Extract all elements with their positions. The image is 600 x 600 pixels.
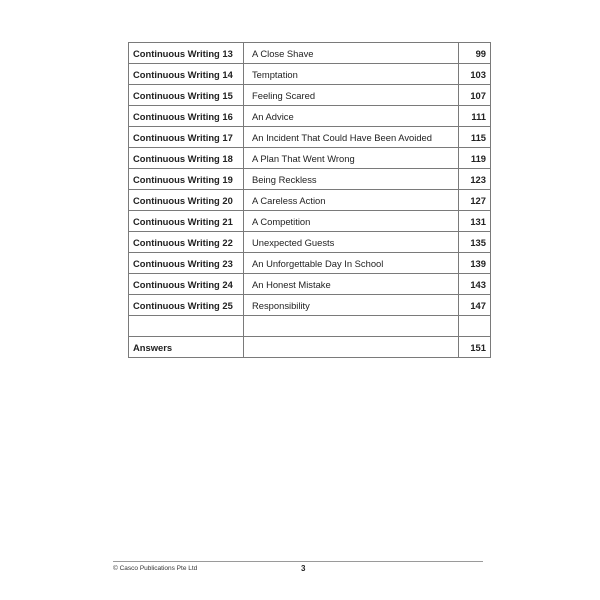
- table-row: [129, 211, 491, 232]
- page-number-cell: 143: [459, 274, 491, 295]
- table-row: [129, 148, 491, 169]
- footer-divider: [113, 561, 483, 562]
- table-row: [129, 190, 491, 211]
- table-row: [129, 232, 491, 253]
- copyright-notice: © Casco Publications Pte Ltd: [113, 565, 198, 572]
- page-number-cell: 147: [459, 295, 491, 316]
- title-cell: A Close Shave: [244, 43, 459, 64]
- toc-body: [129, 43, 491, 358]
- section-cell: Continuous Writing 17: [129, 127, 244, 148]
- blank-cell: [459, 316, 491, 337]
- page-number-cell: 135: [459, 232, 491, 253]
- blank-cell: [129, 316, 244, 337]
- section-cell: Continuous Writing 25: [129, 295, 244, 316]
- title-cell: An Incident That Could Have Been Avoided: [244, 127, 459, 148]
- page-number-cell: 103: [459, 64, 491, 85]
- page-number-cell: 99: [459, 43, 491, 64]
- blank-cell: [244, 316, 459, 337]
- section-cell: Continuous Writing 13: [129, 43, 244, 64]
- page-number-cell: 111: [459, 106, 491, 127]
- table-row: [129, 106, 491, 127]
- section-cell: Continuous Writing 24: [129, 274, 244, 295]
- title-cell: Feeling Scared: [244, 85, 459, 106]
- page-number-cell: 151: [459, 337, 491, 358]
- title-cell: [244, 337, 459, 358]
- table-row: [129, 169, 491, 190]
- table-row: [129, 64, 491, 85]
- section-cell: Continuous Writing 16: [129, 106, 244, 127]
- page-number-cell: 127: [459, 190, 491, 211]
- section-cell: Continuous Writing 21: [129, 211, 244, 232]
- title-cell: Responsibility: [244, 295, 459, 316]
- section-cell: Continuous Writing 22: [129, 232, 244, 253]
- title-cell: Temptation: [244, 64, 459, 85]
- table-row: [129, 253, 491, 274]
- section-cell: Continuous Writing 23: [129, 253, 244, 274]
- table-of-contents: [128, 42, 491, 358]
- section-cell: Continuous Writing 19: [129, 169, 244, 190]
- table-row: [129, 274, 491, 295]
- page-number-cell: 107: [459, 85, 491, 106]
- page-number: 3: [301, 564, 306, 573]
- section-cell: Continuous Writing 20: [129, 190, 244, 211]
- page-number-cell: 115: [459, 127, 491, 148]
- table-row: [129, 295, 491, 316]
- title-cell: An Unforgettable Day In School: [244, 253, 459, 274]
- page-number-cell: 131: [459, 211, 491, 232]
- table-row: [129, 127, 491, 148]
- title-cell: A Plan That Went Wrong: [244, 148, 459, 169]
- title-cell: Being Reckless: [244, 169, 459, 190]
- title-cell: Unexpected Guests: [244, 232, 459, 253]
- title-cell: An Advice: [244, 106, 459, 127]
- table-row: [129, 85, 491, 106]
- section-cell: Answers: [129, 337, 244, 358]
- page-number-cell: 139: [459, 253, 491, 274]
- answers-row: [129, 337, 491, 358]
- section-cell: Continuous Writing 14: [129, 64, 244, 85]
- section-cell: Continuous Writing 18: [129, 148, 244, 169]
- section-cell: Continuous Writing 15: [129, 85, 244, 106]
- title-cell: An Honest Mistake: [244, 274, 459, 295]
- table-row: [129, 43, 491, 64]
- page-number-cell: 119: [459, 148, 491, 169]
- title-cell: A Careless Action: [244, 190, 459, 211]
- title-cell: A Competition: [244, 211, 459, 232]
- page-number-cell: 123: [459, 169, 491, 190]
- blank-row: [129, 316, 491, 337]
